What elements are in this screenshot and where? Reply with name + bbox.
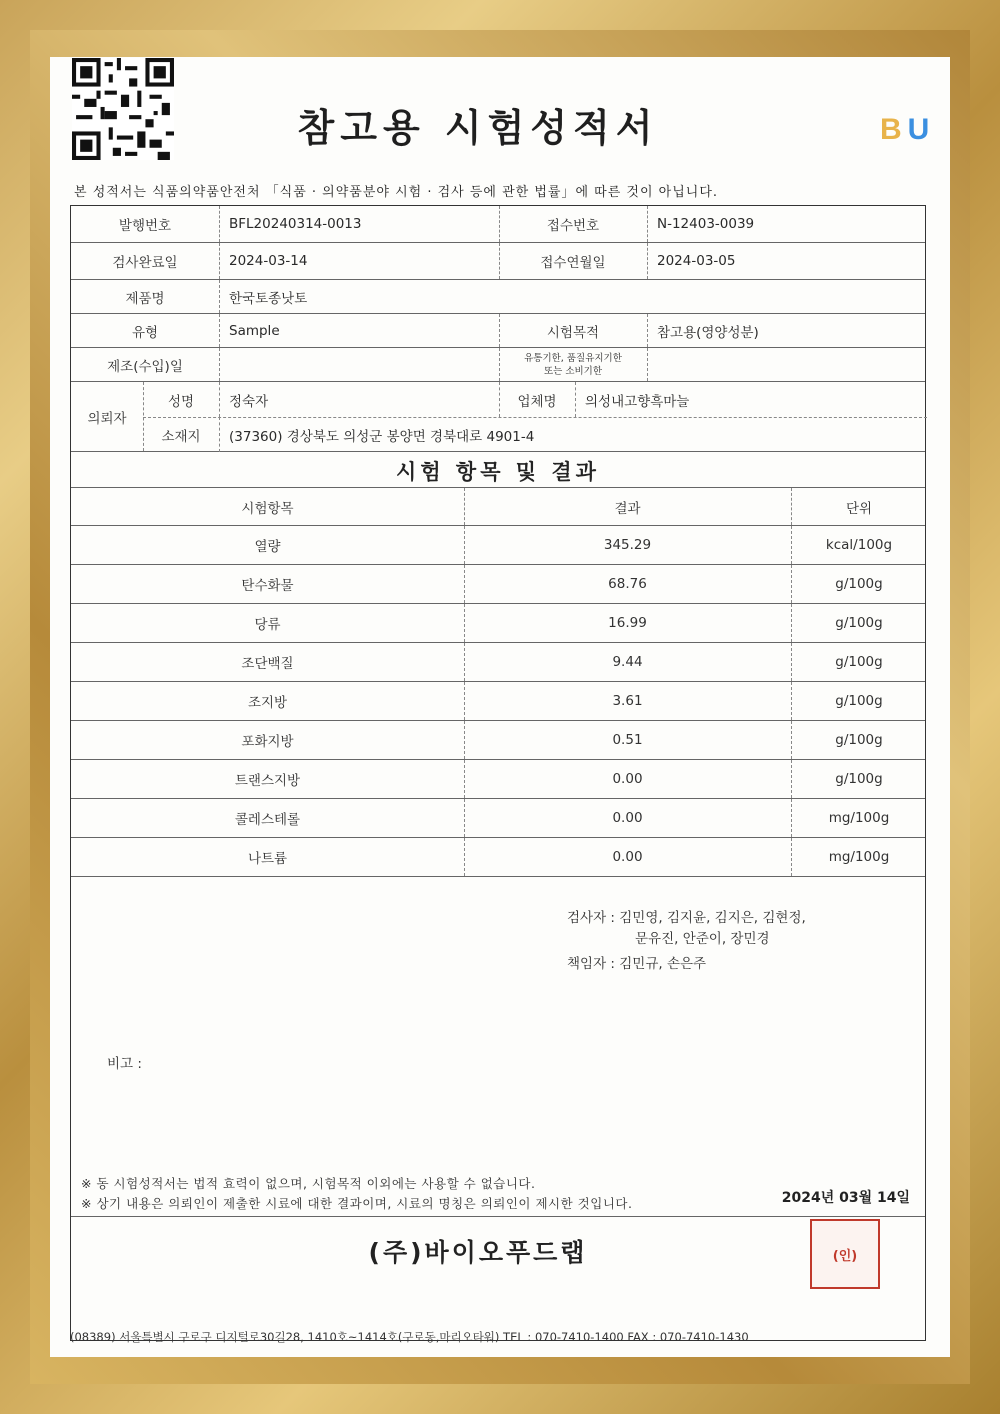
inspector-names-1: 김민영, 김지윤, 김지은, 김현정, bbox=[619, 910, 806, 926]
info-row-product bbox=[71, 280, 925, 314]
legal-notice: 본 성적서는 식품의약품안전처 「식품 · 의약품분야 시험 · 검사 등에 관한 법률」에 따른 것이 아닙니다. bbox=[74, 185, 719, 200]
result-item: 당류 bbox=[254, 617, 281, 633]
result-value: 3.61 bbox=[612, 693, 643, 709]
seal-mark: (인) bbox=[832, 1248, 858, 1264]
company-label: 업체명 bbox=[517, 393, 557, 410]
table-row bbox=[71, 682, 925, 721]
result-unit: mg/100g bbox=[828, 849, 890, 865]
info-row-dates bbox=[71, 243, 925, 280]
certificate-table bbox=[70, 205, 926, 1341]
remarks-label: 비고 : bbox=[107, 1056, 142, 1072]
result-item: 조단백질 bbox=[241, 656, 294, 672]
result-item: 탄수화물 bbox=[241, 578, 294, 594]
results-section-header bbox=[71, 452, 925, 488]
result-unit: g/100g bbox=[835, 654, 883, 670]
footnote-1: ※ 동 시험성적서는 법적 효력이 없으며, 시험목적 이외에는 사용할 수 없습니다. bbox=[81, 1176, 536, 1191]
result-unit: g/100g bbox=[835, 771, 883, 787]
table-row bbox=[71, 604, 925, 643]
result-value: 0.00 bbox=[612, 810, 643, 826]
result-value: 0.00 bbox=[612, 771, 643, 787]
manager-label: 책임자 : bbox=[567, 956, 615, 972]
result-value: 68.76 bbox=[608, 576, 647, 592]
purpose-value: 참고용(영양성분) bbox=[657, 324, 759, 341]
type-label: 유형 bbox=[131, 324, 159, 341]
info-row-issue bbox=[71, 206, 925, 243]
lab-logo bbox=[880, 113, 929, 147]
client-name-row bbox=[143, 382, 927, 418]
result-unit: g/100g bbox=[835, 732, 883, 748]
table-row bbox=[71, 799, 925, 838]
col-result-header: 결과 bbox=[614, 500, 641, 517]
certificate-paper bbox=[50, 57, 950, 1357]
result-unit: g/100g bbox=[835, 615, 883, 631]
completed-label: 검사완료일 bbox=[112, 255, 178, 271]
document-title: 참고용 시험성적서 bbox=[297, 106, 659, 150]
receipt-no-label: 접수번호 bbox=[546, 218, 600, 234]
company-name: (주)바이오푸드랩 bbox=[368, 1238, 588, 1267]
address-value: (37360) 경상북도 의성군 봉양면 경북대로 4901-4 bbox=[229, 428, 535, 445]
completed-value: 2024-03-14 bbox=[229, 253, 308, 269]
mfg-label: 제조(수입)일 bbox=[107, 358, 183, 375]
footnote-2: ※ 상기 내용은 의뢰인이 제출한 시료에 대한 결과이며, 시료의 명칭은 의뢰인이 제시한 것입니다. bbox=[81, 1196, 633, 1211]
result-unit: g/100g bbox=[835, 576, 883, 592]
inspector-block bbox=[567, 908, 806, 950]
col-item-header: 시험항목 bbox=[241, 500, 294, 517]
result-value: 345.29 bbox=[603, 537, 652, 553]
issue-no-value: BFL20240314-0013 bbox=[229, 216, 362, 232]
logo-letter: B bbox=[880, 113, 902, 146]
result-item: 열량 bbox=[254, 539, 281, 555]
table-row bbox=[71, 721, 925, 760]
result-unit: g/100g bbox=[835, 693, 883, 709]
result-item: 조지방 bbox=[247, 695, 288, 711]
client-block bbox=[71, 382, 925, 452]
footnote-divider bbox=[71, 1216, 925, 1217]
table-row bbox=[71, 526, 925, 565]
footer-address: (08389) 서울특별시 구로구 디지털로30길28, 1410호~1414호(구로동,마리오타워) TEL : 070-7410-1400 FAX : 070-7410-1430 bbox=[70, 1330, 749, 1344]
issue-no-label: 발행번호 bbox=[118, 218, 172, 234]
inspector-names-2: 문유진, 안준이, 장민경 bbox=[635, 931, 770, 947]
expiry-label-line2: 또는 소비기한 bbox=[543, 365, 603, 377]
logo-letter-2: U bbox=[907, 113, 930, 146]
info-row-type bbox=[71, 314, 925, 348]
results-column-header bbox=[71, 488, 925, 526]
result-item: 트랜스지방 bbox=[234, 773, 301, 789]
issue-date: 2024년 03월 14일 bbox=[781, 1190, 910, 1206]
address-label: 소재지 bbox=[161, 428, 201, 445]
result-value: 0.00 bbox=[612, 849, 643, 865]
product-value: 한국토종낫토 bbox=[229, 290, 308, 307]
manager-block bbox=[567, 954, 706, 975]
info-row-mfg bbox=[71, 348, 925, 382]
table-row bbox=[71, 565, 925, 604]
table-row bbox=[71, 838, 925, 877]
inspector-label: 검사자 : bbox=[567, 910, 615, 926]
result-item: 포화지방 bbox=[241, 734, 294, 750]
result-item: 콜레스테롤 bbox=[234, 812, 301, 828]
result-value: 0.51 bbox=[612, 732, 643, 748]
name-label: 성명 bbox=[167, 393, 195, 410]
name-value: 정숙자 bbox=[229, 393, 269, 410]
result-unit: kcal/100g bbox=[825, 537, 893, 553]
expiry-label bbox=[499, 348, 647, 381]
client-address-row bbox=[143, 417, 927, 452]
purpose-label: 시험목적 bbox=[546, 324, 600, 341]
expiry-label-line1: 유통기한, 품질유지기한 bbox=[524, 352, 622, 364]
result-value: 9.44 bbox=[612, 654, 643, 670]
company-value: 의성내고향흑마늘 bbox=[585, 393, 690, 410]
received-value: 2024-03-05 bbox=[657, 253, 736, 269]
results-section-title: 시험 항목 및 결과 bbox=[396, 460, 600, 484]
table-row bbox=[71, 760, 925, 799]
result-unit: mg/100g bbox=[828, 810, 890, 826]
table-row bbox=[71, 643, 925, 682]
result-value: 16.99 bbox=[608, 615, 647, 631]
result-item: 나트륨 bbox=[247, 851, 288, 867]
product-label: 제품명 bbox=[125, 290, 165, 307]
col-unit-header: 단위 bbox=[845, 500, 873, 517]
client-label: 의뢰자 bbox=[87, 410, 127, 427]
received-label: 접수연월일 bbox=[540, 255, 606, 271]
type-value: Sample bbox=[229, 322, 280, 339]
company-seal-stamp bbox=[810, 1219, 880, 1289]
receipt-no-value: N-12403-0039 bbox=[657, 216, 755, 232]
manager-names: 김민규, 손은주 bbox=[619, 956, 707, 972]
